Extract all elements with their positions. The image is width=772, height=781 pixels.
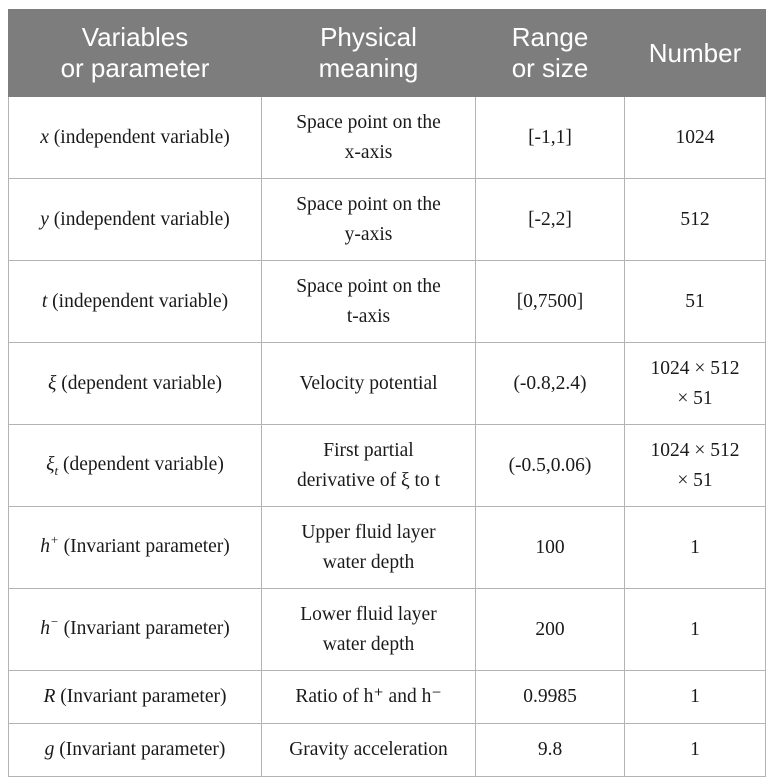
variable-superscript: − bbox=[49, 614, 59, 629]
variable-kind: (Invariant parameter) bbox=[63, 618, 230, 639]
table-row bbox=[9, 97, 766, 179]
table-row bbox=[9, 671, 766, 724]
meaning-line1: Space point on the bbox=[296, 275, 441, 297]
range-cell bbox=[476, 724, 625, 777]
table-row bbox=[9, 507, 766, 589]
number-cell bbox=[625, 261, 766, 343]
number-cell bbox=[625, 507, 766, 589]
meaning-line2: x-axis bbox=[344, 141, 393, 163]
meaning-cell bbox=[262, 507, 476, 589]
range-cell bbox=[476, 261, 625, 343]
range-cell bbox=[476, 179, 625, 261]
range-value: (-0.5,0.06) bbox=[508, 454, 592, 476]
variable-kind: (independent variable) bbox=[53, 126, 230, 148]
variable-cell bbox=[9, 97, 262, 179]
number-line1: 1 bbox=[690, 536, 700, 558]
table-row bbox=[9, 261, 766, 343]
range-value: 9.8 bbox=[537, 739, 563, 760]
variable-kind: (independent variable) bbox=[52, 290, 229, 312]
variable-cell bbox=[9, 425, 262, 507]
number-line2: × 51 bbox=[677, 469, 713, 491]
variable-cell bbox=[9, 343, 262, 425]
number-line1: 1024 × 512 bbox=[650, 439, 740, 461]
range-value: [-2,2] bbox=[528, 208, 572, 230]
meaning-line1: Gravity acceleration bbox=[289, 739, 448, 760]
number-cell bbox=[625, 724, 766, 777]
meaning-line1: Velocity potential bbox=[299, 372, 438, 394]
meaning-cell bbox=[262, 261, 476, 343]
meaning-line2: derivative of ξ to t bbox=[297, 469, 440, 491]
variable-cell bbox=[9, 589, 262, 671]
variable-kind: (independent variable) bbox=[53, 208, 230, 230]
variable-symbol: y bbox=[40, 208, 49, 230]
table-row bbox=[9, 179, 766, 261]
number-line2: × 51 bbox=[677, 387, 713, 409]
range-cell bbox=[476, 425, 625, 507]
range-cell bbox=[476, 671, 625, 724]
range-value: 0.9985 bbox=[523, 686, 577, 707]
meaning-line2: water depth bbox=[322, 633, 415, 655]
variable-kind: (Invariant parameter) bbox=[60, 686, 227, 707]
variable-symbol: t bbox=[41, 290, 48, 312]
variable-symbol: ξ bbox=[46, 454, 55, 475]
variable-kind: (Invariant parameter) bbox=[59, 739, 226, 760]
range-cell bbox=[476, 507, 625, 589]
variable-cell bbox=[9, 179, 262, 261]
variable-cell bbox=[9, 671, 262, 724]
number-cell bbox=[625, 671, 766, 724]
variable-superscript: + bbox=[49, 532, 59, 547]
meaning-cell bbox=[262, 724, 476, 777]
range-value: 200 bbox=[535, 618, 565, 640]
number-cell bbox=[625, 589, 766, 671]
variable-symbol: h bbox=[40, 618, 50, 639]
variable-cell bbox=[9, 724, 262, 777]
header-range-line2: or size bbox=[511, 53, 589, 83]
number-cell bbox=[625, 97, 766, 179]
header-variables bbox=[9, 10, 262, 97]
number-line1: 512 bbox=[680, 208, 710, 230]
header-number-label: Number bbox=[648, 37, 742, 68]
table-row bbox=[9, 589, 766, 671]
meaning-line1: Lower fluid layer bbox=[300, 603, 437, 625]
header-range bbox=[476, 10, 625, 97]
header-row bbox=[9, 10, 766, 97]
number-cell bbox=[625, 425, 766, 507]
number-cell bbox=[625, 343, 766, 425]
header-meaning-line1: Physical bbox=[320, 22, 417, 52]
range-value: [0,7500] bbox=[516, 290, 584, 312]
variable-symbol: g bbox=[44, 739, 55, 760]
number-line1: 1024 bbox=[675, 126, 715, 148]
header-meaning-line2: meaning bbox=[318, 53, 419, 83]
number-line1: 1024 × 512 bbox=[650, 357, 740, 379]
meaning-cell bbox=[262, 425, 476, 507]
table-row bbox=[9, 724, 766, 777]
meaning-cell bbox=[262, 589, 476, 671]
meaning-line1: First partial bbox=[323, 439, 414, 461]
variable-symbol: x bbox=[40, 126, 49, 148]
meaning-cell bbox=[262, 671, 476, 724]
meaning-line2: y-axis bbox=[344, 223, 393, 245]
parameters-table bbox=[8, 9, 766, 777]
number-line1: 51 bbox=[685, 290, 705, 312]
header-physical-meaning bbox=[262, 10, 476, 97]
variable-cell bbox=[9, 507, 262, 589]
table-row bbox=[9, 425, 766, 507]
variable-symbol: h bbox=[40, 536, 50, 557]
variable-kind: (dependent variable) bbox=[63, 454, 224, 475]
meaning-line2: t-axis bbox=[346, 305, 391, 327]
meaning-cell bbox=[262, 97, 476, 179]
number-line1: 1 bbox=[690, 686, 700, 707]
header-number bbox=[625, 10, 766, 97]
variable-symbol: R bbox=[43, 686, 56, 707]
header-variables-line2: or parameter bbox=[60, 53, 210, 83]
number-line1: 1 bbox=[690, 739, 700, 760]
meaning-line2: water depth bbox=[322, 551, 415, 573]
range-value: (-0.8,2.4) bbox=[513, 372, 587, 394]
variable-kind: (dependent variable) bbox=[61, 372, 223, 394]
header-range-line1: Range bbox=[511, 22, 589, 52]
variable-symbol: ξ bbox=[47, 372, 57, 394]
range-cell bbox=[476, 97, 625, 179]
table-row bbox=[9, 343, 766, 425]
header-variables-line1: Variables bbox=[81, 22, 189, 52]
number-cell bbox=[625, 179, 766, 261]
meaning-line1: Space point on the bbox=[296, 111, 441, 133]
range-value: [-1,1] bbox=[528, 126, 572, 148]
range-cell bbox=[476, 343, 625, 425]
meaning-line1: Ratio of h⁺ and h⁻ bbox=[295, 686, 442, 707]
meaning-cell bbox=[262, 343, 476, 425]
meaning-line1: Space point on the bbox=[296, 193, 441, 215]
variable-cell bbox=[9, 261, 262, 343]
variable-subscript: t bbox=[54, 463, 59, 478]
meaning-cell bbox=[262, 179, 476, 261]
number-line1: 1 bbox=[690, 618, 700, 640]
variable-kind: (Invariant parameter) bbox=[63, 536, 230, 557]
meaning-line1: Upper fluid layer bbox=[301, 521, 436, 543]
range-value: 100 bbox=[535, 536, 565, 558]
range-cell bbox=[476, 589, 625, 671]
